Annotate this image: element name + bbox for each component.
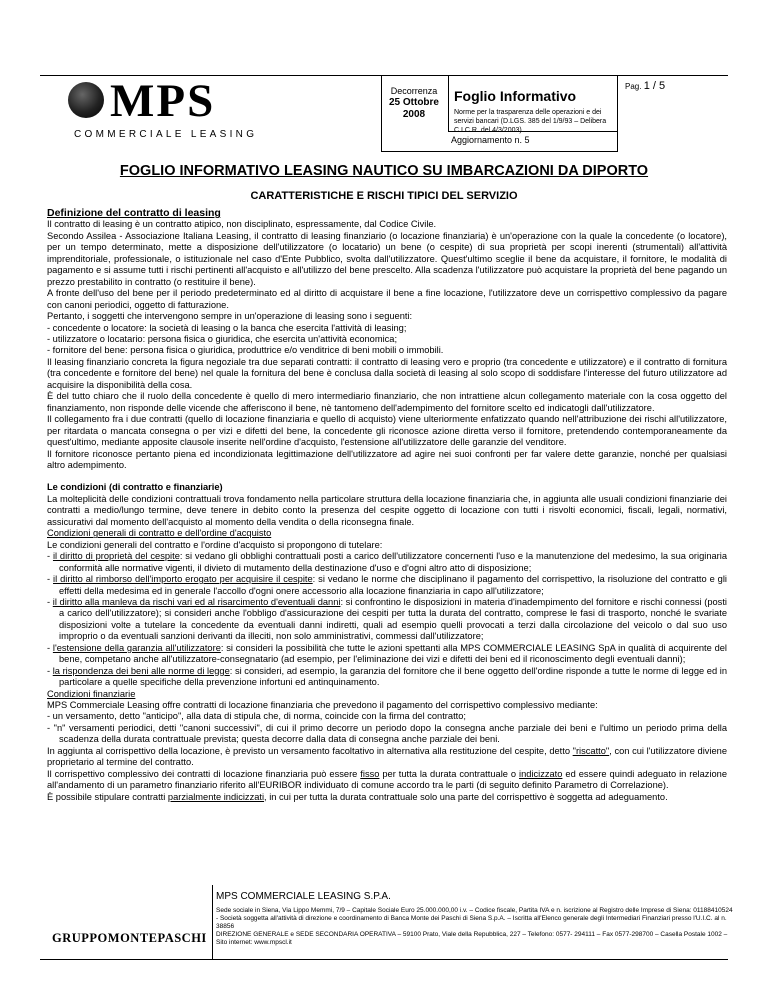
document-type-title: Foglio Informativo <box>454 88 577 104</box>
list-item-text: : si confrontino le disposizioni in materia d'inadempimento del fornitore e rischi connessi (posti a carico dell'utilizzatore); si consideri anche l'obbligo d'assicurazione dei cespiti per tutta la durata del contratto, comprese le fasi di trasporto, nonché le svariate disposizioni volte a tutelare la concedente da eventuali danni indiretti, quali ad esempio quelli provocati a terzi dalla circolazione del veicolo o dal suo uso improprio o da eventuali sanzioni derivanti da illeciti, non solo amministrativi, commessi dall'utilizzatore; <box>59 596 727 642</box>
paragraph: A fronte dell'uso del bene per il periodo predeterminato ed al diritto di acquistare il bene a fine locazione, l'utilizzatore deve un corrispettivo complessivo da pagare con canoni periodici, oggetto di fatturazione. <box>47 288 727 310</box>
footer-company: MPS COMMERCIALE LEASING S.P.A. <box>216 891 391 902</box>
footer-rule <box>40 959 728 960</box>
paragraph: MPS Commerciale Leasing offre contratti di locazione finanziaria che prevedono il pagamento del corrispettivo complessivo mediante: <box>47 700 598 711</box>
paragraph: - utilizzatore o locatario: persona fisica o giuridica, che esercita un'attività economica; <box>47 333 398 344</box>
generali-heading: Condizioni generali di contratto e dell'ordine d'acquisto <box>47 528 272 539</box>
footer-details <box>216 907 736 947</box>
paragraph: Il contratto di leasing è un contratto atipico, non disciplinato, espressamente, dal Codice Civile. <box>47 219 437 230</box>
finanziarie-heading: Condizioni finanziarie <box>47 688 136 699</box>
document-body <box>47 208 727 803</box>
list-item: - l'estensione della garanzia all'utilizzatore: si consideri la possibilità che tutte le azioni spettanti alla MPS COMMERCIALE LEASING SpA in qualità di acquirente del bene, competano anche all'utilizzatore-consegnatario (ad esempio, per l'eliminazione dei vizi e difetti dei beni ed il riconoscimento degli eventuali danni); <box>47 642 727 665</box>
group-logo: GRUPPOMONTEPASCHI <box>52 931 207 945</box>
list-item: - un versamento, detto "anticipo", alla data di stipula che, di norma, coincide con la firma del contratto; <box>47 711 466 722</box>
paragraph <box>47 769 727 792</box>
paragraph: È del tutto chiaro che il ruolo della concedente è quello di mero intermediario finanziario, che non intrattiene alcun collegamento materiale con la cosa oggetto del finanziamento, non risponde delle vicende che afferiscono il bene, nè tantomeno dell'adempimento del fornitore scelto ed indicatogli dall'utilizzatore. <box>47 391 727 413</box>
paragraph: Le condizioni generali del contratto e l'ordine d'acquisto si propongono di tutelare: <box>47 539 383 550</box>
riscatto-term: "riscatto" <box>572 745 610 756</box>
list-item-text: : si vedano le norme che disciplinano il pagamento del corrispettivo, la risoluzione del contratto e gli effetti della medesima ed in generale l'accollo d'ogni onere accessorio alla locazione finanziaria in capo all'utilizzatore; <box>59 574 727 596</box>
paragraph <box>47 792 727 803</box>
footer-divider <box>212 885 213 959</box>
list-item: - il diritto di proprietà del cespite: si vedano gli obblighi contrattuali posti a carico dell'utilizzatore concernenti l'uso e la manutenzione del medesimo, la sua originaria conformità alle normative vigenti, il divieto di mutamento della destinazione d'uso e d'ogni altro atto di disposizione; <box>47 551 727 573</box>
logo-mark-icon <box>68 82 104 118</box>
list-item-text: : si consideri la possibilità che tutte le azioni spettanti alla MPS COMMERCIALE LEASING SpA in qualità di acquirente del bene, competano anche all'utilizzatore-consegnatario (ad esempio, per l'eliminazione dei vizi e difetti dei beni ed il riconoscimento degli eventuali danni); <box>59 642 727 665</box>
header-divider-3 <box>617 75 618 152</box>
paragraph: Il collegamento fra i due contratti (quello di locazione finanziaria e quello di acquisto) viene ulteriormente enfatizzato quando nell'attribuzione dei rischi all'utilizzatore, per ritardata o mancata consegna o per vizi e difetti del bene, la concedente gli riconosce azione diretta verso il fornitore, pretendendo contemporaneamente da quest'ultimo, mediante apposite clausole inserite nell'ordine d'acquisto, l'estensione all'utilizzatore delle garanzie del venditore. <box>47 414 727 448</box>
list-item-key: il diritto di proprietà del cespite <box>52 551 180 562</box>
header-divider-1 <box>381 75 382 152</box>
list-item-text: : si vedano gli obblighi contrattuali posti a carico dell'utilizzatore concernenti l'uso e la manutenzione del medesimo, la sua originaria conformità alle normative vigenti, il divieto di mutamento della destinazione d'uso e d'ogni altro atto di disposizione; <box>59 551 727 573</box>
decorrenza-date: 25 Ottobre <box>388 97 439 108</box>
paragraph: Il fornitore riconosce pertanto piena ed incondizionata legittimazione dell'utilizzatore ad agire nei suoi confronti per far valere dette garanzie, nonché per qualsiasi altro adempimento. <box>47 448 727 470</box>
header-bottom-rule <box>381 151 617 152</box>
document-type-subtitle: Norme per la trasparenza delle operazioni e dei servizi bancari (D.LGS. 385 del 1/9/93 – Delibera C.I.C.R. del 4/3/2003) <box>454 109 607 134</box>
paragraph: - concedente o locatore: la società di leasing o la banca che esercita l'attività di leasing; <box>47 322 407 333</box>
paragraph: - fornitore del bene: persona fisica o giuridica, produttrice e/o venditrice di beni mobili o immobili. <box>47 345 444 356</box>
footer-details-line: DIREZIONE GENERALE e SEDE SECONDARIA OPERATIVA – 59100 Prato, Viale della Repubblica, 227 – Telefono: 0577- 294111 – Fax 0577-298700 – Casella Postale 1002 – Sito internet: www.mpscl.it <box>216 931 728 947</box>
page-number <box>625 80 665 92</box>
decorrenza-year: 2008 <box>402 109 426 120</box>
list-item: - "n" versamenti periodici, detti "canoni successivi", di cui il primo decorre un periodo dopo la consegna anche parziale dei beni e l'ultimo un periodo prima della scadenza della durata contrattuale prevista; questa decorre dalla data di consegna anche parziale dei beni. <box>47 722 727 745</box>
paragraph <box>47 746 727 769</box>
condizioni-heading: Le condizioni (di contratto e finanziarie) <box>47 482 223 493</box>
company-logo <box>68 75 216 127</box>
list-item: - la rispondenza dei beni alle norme di legge: si consideri, ad esempio, la garanzia del fornitore che il bene oggetto dell'ordine risponde a tutte le norme di legge ed in particolare a quelle specifiche della prevenzione infortuni ed antinquinamento. <box>47 665 727 688</box>
text-run: , in cui per tutta la durata contrattuale solo una parte del corrispettivo è soggetta ad adeguamento. <box>264 791 668 802</box>
fisso-term: fisso <box>360 768 380 779</box>
definizione-heading: Definizione del contratto di leasing <box>47 207 221 219</box>
list-item-text: : si consideri, ad esempio, la garanzia del fornitore che il bene oggetto dell'ordine risponde a tutte le norme di legge ed in particolare a quelle specifiche della prevenzione infortuni ed antinquinamento. <box>59 665 727 688</box>
decorrenza-block <box>384 85 444 121</box>
footer-details-line: Sede sociale in Siena, Via Lippo Memmi, 7/9 – Capitale Sociale Euro 25.000.000,00 i.v. – Codice fiscale, Partita IVA e n. iscrizione al Registro delle Imprese di Siena: 01188410524 - Società soggetta all'attività di direzione e coordinamento di Banca Monte dei Paschi di Siena S.p.A. – Iscritta all'Elenco generale degli Intermediari Finanziari presso l'U.I.C. al n. 38856 <box>216 907 733 931</box>
paragraph: Pertanto, i soggetti che intervengono sempre in un'operazione di leasing sono i seguenti: <box>47 311 413 322</box>
paragraph: Il leasing finanziario concreta la figura negoziale tra due separati contratti: il contratto di leasing vero e proprio (tra concedente e utilizzatore) e il contratto di fornitura (tra concedente e fornitore del bene) nel quale la fornitura del bene è conclusa dalla società di leasing al solo scopo di soddisfare l'interesse del futuro utilizzatore ad acquisire la disponibilità della cosa. <box>47 356 727 390</box>
list-item-key: la rispondenza dei beni alle norme di legge <box>52 665 230 676</box>
paragraph: La molteplicità delle condizioni contrattuali trova fondamento nella particolare struttura della locazione finanziaria che, in aggiunta alle usuali condizioni finanziarie dei contratti a medio/lungo termine, deve tenere in debito conto la presenza del cespite oggetto di locazione con tutti i risvolti economici, fiscali, legali, normativi, assicurativi dal momento dell'acquisto al momento della vendita o della riconsegna finale. <box>47 493 727 527</box>
text-run: È possibile stipulare contratti <box>47 791 168 802</box>
text-run: In aggiunta al corrispettivo della locazione, è previsto un versamento facoltativo in alternativa alla restituzione del cespite, detto <box>47 745 573 756</box>
spacer <box>47 471 727 482</box>
header-divider-2 <box>448 75 449 132</box>
logo-subtitle: COMMERCIALE LEASING <box>74 129 258 140</box>
parzialmente-term: parzialmente indicizzati <box>167 791 265 802</box>
text-run: Il corrispettivo complessivo dei contratti di locazione finanziaria può essere <box>47 768 361 779</box>
list-item-key: il diritto al rimborso dell'importo erogato per acquisire il cespite <box>53 574 313 585</box>
page-label: Pag. <box>625 82 642 91</box>
page-value: 1 / 5 <box>643 80 666 92</box>
list-item: - il diritto al rimborso dell'importo erogato per acquisire il cespite: si vedano le norme che disciplinano il pagamento del corrispettivo, la risoluzione del contratto e gli effetti della medesima ed in generale l'accollo d'ogni onere accessorio alla locazione finanziaria in capo all'utilizzatore; <box>47 574 727 596</box>
text-run: ed essere quindi adeguato in relazione all'andamento di un parametro finanziario riferito all'EURIBOR individuato di comune accordo tra le parti (di seguito definito Parametro di Correlazione). <box>47 768 727 791</box>
text-run: per tutta la durata contrattuale o <box>379 768 520 779</box>
list-item: - il diritto alla manleva da rischi vari ed al risarcimento d'eventuali danni: si confrontino le disposizioni in materia d'inadempimento del fornitore e rischi connessi (posti a carico dell'utilizzatore); si consideri anche l'obbligo d'assicurazione dei cespiti per tutta la durata del contratto, comprese le fasi di trasporto, nonché le svariate disposizioni volte a tutelare la concedente da eventuali danni indiretti, quali ad esempio quelli provocati a terzi dalla circolazione del veicolo o dal suo uso improprio o da eventuali sanzioni derivanti da illeciti, non solo amministrativi, commessi dall'utilizzatore; <box>47 596 727 642</box>
indicizzato-term: indicizzato <box>519 768 563 779</box>
aggiornamento: Aggiornamento n. 5 <box>451 135 530 145</box>
list-item-key: il diritto alla manleva da rischi vari ed al risarcimento d'eventuali danni <box>52 596 341 607</box>
logo-brand: MPS <box>110 75 216 127</box>
text-run: , con cui l'utilizzatore diviene proprietario al termine del contratto. <box>47 745 727 768</box>
section-title: CARATTERISTICHE E RISCHI TIPICI DEL SERVIZIO <box>250 190 518 202</box>
paragraph: Secondo Assilea - Associazione Italiana Leasing, il contratto di leasing finanziario (o locazione finanziaria) è un'operazione con la quale la concedente (o locatore), per un tempo determinato, mette a disposizione dell'utilizzatore (o locatario) un bene (o cespite) di sua proprietà per scopi inerenti (strumentali) all'attività imprenditoriale, professionale, o istituzionale nel caso d'Ente Pubblico, svolta dall'utilizzatore. Quest'ultimo sceglie il bene da acquistare, il fornitore, le modalità di pagamento e si assume tutti i rischi pertinenti all'acquisto e all'utilizzo del bene prescelto. Alla scadenza l'utilizzatore può acquistare la proprietà del bene pagando un prezzo prestabilito in contratto (o restituire il bene). <box>47 230 727 287</box>
main-title: FOGLIO INFORMATIVO LEASING NAUTICO SU IMBARCAZIONI DA DIPORTO <box>119 163 649 179</box>
decorrenza-label: Decorrenza <box>390 86 438 96</box>
list-item-key: l'estensione della garanzia all'utilizzatore <box>52 642 221 653</box>
